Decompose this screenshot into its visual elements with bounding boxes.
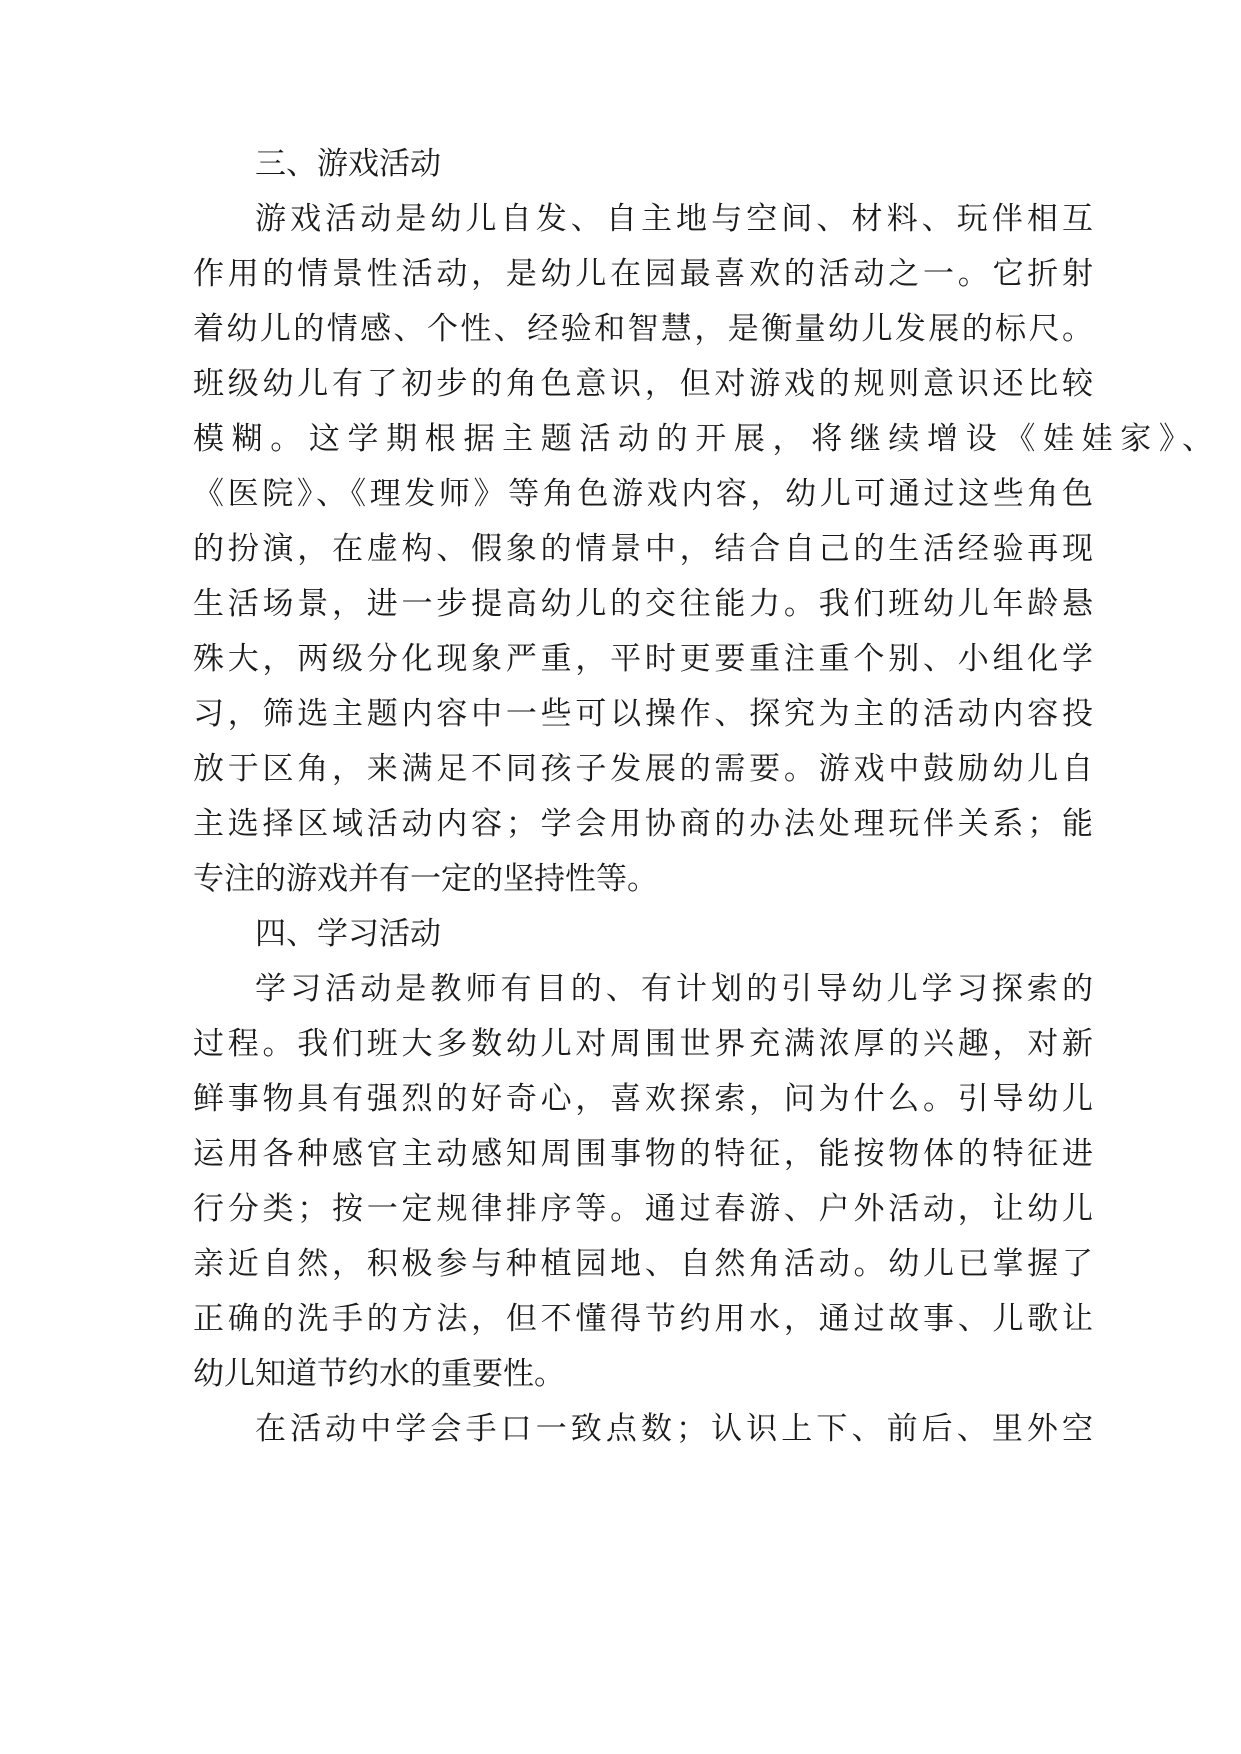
paragraph-line: 的扮演，在虚构、假象的情景中，结合自己的生活经验再现 xyxy=(193,531,1093,567)
section-heading-learning: 四、学习活动 xyxy=(255,916,441,952)
paragraph-line: 幼儿知道节约水的重要性。 xyxy=(193,1356,565,1392)
paragraph-line: 主选择区域活动内容；学会用协商的办法处理玩伴关系；能 xyxy=(193,806,1093,842)
paragraph-line: 习，筛选主题内容中一些可以操作、探究为主的活动内容投 xyxy=(193,696,1093,732)
paragraph-line: 专注的游戏并有一定的坚持性等。 xyxy=(193,861,658,897)
paragraph-line: 在活动中学会手口一致点数；认识上下、前后、里外空 xyxy=(255,1411,1093,1447)
paragraph-line: 亲近自然，积极参与种植园地、自然角活动。幼儿已掌握了 xyxy=(193,1246,1093,1282)
paragraph-line: 班级幼儿有了初步的角色意识，但对游戏的规则意识还比较 xyxy=(193,366,1093,402)
paragraph-line: 放于区角，来满足不同孩子发展的需要。游戏中鼓励幼儿自 xyxy=(193,751,1093,787)
paragraph-line: 《医院》、《理发师》等角色游戏内容，幼儿可通过这些角色 xyxy=(193,476,1093,512)
paragraph-line: 生活场景，进一步提高幼儿的交往能力。我们班幼儿年龄悬 xyxy=(193,586,1093,622)
section-heading-games: 三、游戏活动 xyxy=(255,146,441,182)
paragraph-line: 着幼儿的情感、个性、经验和智慧，是衡量幼儿发展的标尺。 xyxy=(193,311,1093,347)
paragraph-line: 运用各种感官主动感知周围事物的特征，能按物体的特征进 xyxy=(193,1136,1093,1172)
paragraph-line: 殊大，两级分化现象严重，平时更要重注重个别、小组化学 xyxy=(193,641,1093,677)
paragraph-line: 行分类；按一定规律排序等。通过春游、户外活动，让幼儿 xyxy=(193,1191,1093,1227)
paragraph-line: 学习活动是教师有目的、有计划的引导幼儿学习探索的 xyxy=(255,971,1093,1007)
paragraph-line: 游戏活动是幼儿自发、自主地与空间、材料、玩伴相互 xyxy=(255,201,1093,237)
paragraph-line: 模糊。这学期根据主题活动的开展，将继续增设《娃娃家》、 xyxy=(193,421,1213,457)
paragraph-line: 鲜事物具有强烈的好奇心，喜欢探索，问为什么。引导幼儿 xyxy=(193,1081,1093,1117)
paragraph-line: 作用的情景性活动，是幼儿在园最喜欢的活动之一。它折射 xyxy=(193,256,1093,292)
paragraph-line: 过程。我们班大多数幼儿对周围世界充满浓厚的兴趣，对新 xyxy=(193,1026,1093,1062)
paragraph-line: 正确的洗手的方法，但不懂得节约用水，通过故事、儿歌让 xyxy=(193,1301,1093,1337)
